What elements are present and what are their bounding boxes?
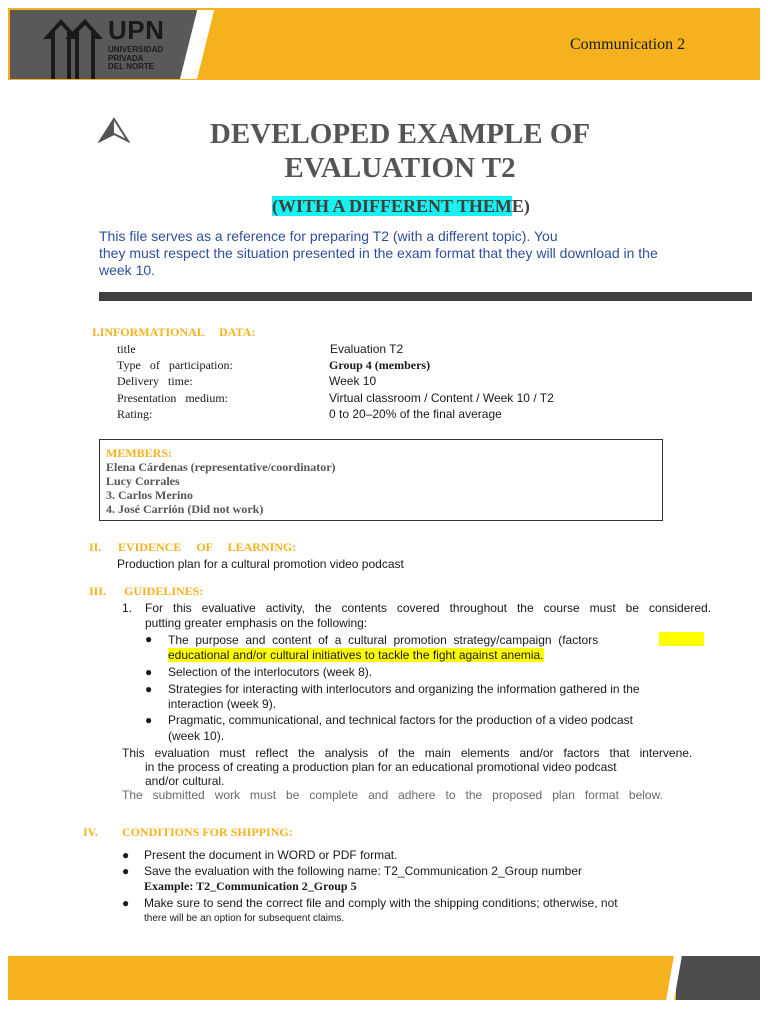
info-value-medium: Virtual classroom / Content / Week 10 / T2 (329, 391, 554, 405)
bullet-icon: ● (145, 682, 153, 696)
bullet-icon: ● (122, 848, 130, 862)
conditions-num: IV. (83, 825, 98, 839)
conditions-heading: CONDITIONS FOR SHIPPING: (122, 825, 293, 839)
guideline-item-text: For this evaluative activity, the contents covered throughout the course must be considered. (145, 601, 712, 615)
bullet-icon: ● (145, 665, 153, 679)
guidelines-num: III. (89, 584, 107, 598)
members-heading: MEMBERS: (106, 446, 172, 460)
bullet-text: educational and/or cultural initiatives to tackle the fight against anemia. (168, 648, 544, 662)
course-name: Communication 2 (570, 36, 686, 53)
info-value-rating: 0 to 20–20% of the final average (329, 407, 502, 421)
bullet-text: Selection of the interlocutors (week 8). (168, 665, 373, 679)
member-item: Elena Cárdenas (representative/coordinator) (106, 460, 336, 474)
intro-text: This file serves as a reference for preparing T2 (with a different topic). You they must respect the situation presented in the exam format that they will download in the week 10. (99, 228, 658, 278)
logo-upn-text: UPN (108, 15, 165, 45)
bullet-icon: ● (145, 713, 153, 727)
logo-subtitle: UNIVERSIDAD PRIVADA DEL NORTE (108, 45, 164, 71)
footer-bar (8, 956, 760, 1000)
highlight-blank (659, 632, 704, 646)
evidence-num: II. (89, 540, 102, 554)
evidence-text: Production plan for a cultural promotion video podcast (117, 557, 404, 571)
bullet-icon: ● (122, 864, 130, 878)
upn-arrow-icon (43, 17, 103, 79)
info-value-title: Evaluation T2 (330, 342, 404, 356)
member-item: 3. Carlos Merino (106, 488, 193, 502)
condition-text: there will be an option for subsequent claims. (144, 913, 345, 924)
guidelines-paragraph: This evaluation must reflect the analysis of the main elements and/or factors that intervene. (122, 746, 693, 760)
guidelines-note: The submitted work must be complete and adhere to the proposed plan format below. (122, 788, 663, 802)
footer-accent (676, 956, 760, 1000)
info-label-delivery: Delivery time: (117, 374, 193, 388)
evidence-heading: EVIDENCE OF LEARNING: (118, 540, 297, 554)
guideline-item-text: putting greater emphasis on the following: (145, 616, 368, 630)
bullet-icon: ● (145, 632, 153, 646)
info-value-delivery: Week 10 (329, 374, 377, 388)
info-label-medium: Presentation medium: (117, 391, 228, 405)
bullet-text: Strategies for interacting with interlocutors and organizing the information gathered in the (168, 682, 640, 696)
guidelines-paragraph: and/or cultural. (145, 774, 225, 788)
bullet-text: The purpose and content of a cultural promotion strategy/campaign (factors (168, 633, 599, 647)
page-title: DEVELOPED EXAMPLE OF EVALUATION T2 (209, 118, 591, 184)
guidelines-heading: GUIDELINES: (124, 584, 204, 598)
info-value-participation: Group 4 (members) (329, 358, 431, 372)
section-divider (99, 292, 752, 301)
member-item: Lucy Corrales (106, 474, 180, 488)
navigation-arrow-icon (98, 117, 130, 143)
upn-logo (10, 10, 197, 79)
condition-text: Make sure to send the correct file and comply with the shipping conditions; otherwise, not (144, 896, 618, 910)
member-item: 4. José Carrión (Did not work) (106, 502, 264, 516)
info-label-participation: Type of participation: (117, 358, 233, 372)
bullet-icon: ● (122, 896, 130, 910)
bullet-text: (week 10). (168, 729, 225, 743)
info-label-title: title (117, 342, 136, 356)
members-box (99, 439, 663, 521)
condition-example: Example: T2_Communication 2_Group 5 (144, 879, 357, 893)
condition-text: Present the document in WORD or PDF format. (144, 848, 398, 862)
condition-text: Save the evaluation with the following name: T2_Communication 2_Group number (144, 864, 583, 878)
bullet-text: Pragmatic, communicational, and technical factors for the production of a video podcast (168, 713, 633, 727)
page-subtitle: (WITH A DIFFERENT THEME) (272, 196, 530, 216)
info-heading: I.INFORMATIONAL DATA: (92, 325, 256, 339)
bullet-text: interaction (week 9). (168, 697, 277, 711)
info-label-rating: Rating: (117, 407, 153, 421)
guideline-item-num: 1. (122, 601, 133, 615)
guidelines-paragraph: in the process of creating a production plan for an educational promotional video podcast (145, 760, 617, 774)
